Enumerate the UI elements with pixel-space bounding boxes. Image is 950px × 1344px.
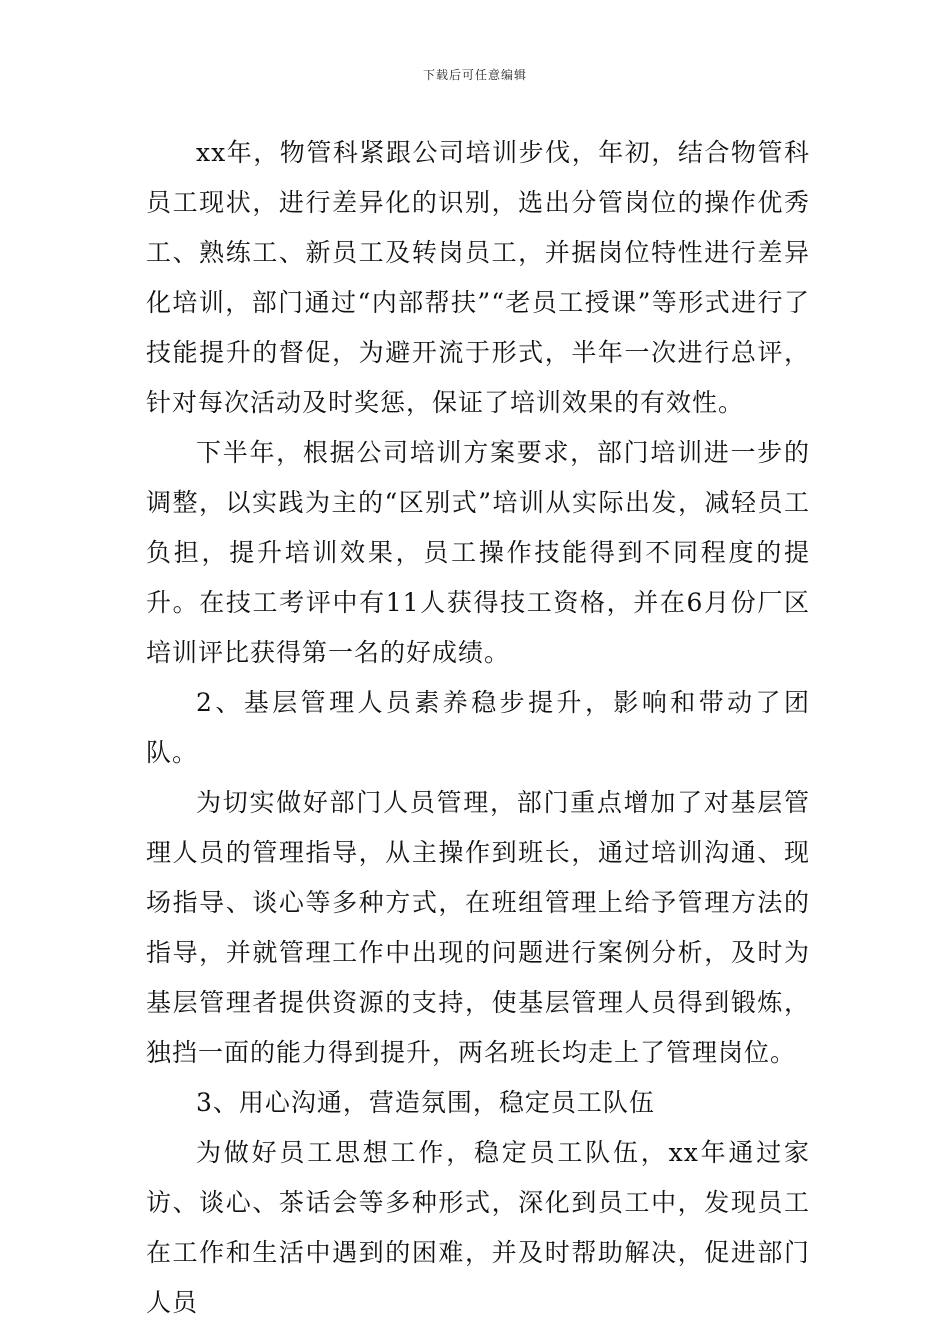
paragraph-training-second-half: 下半年，根据公司培训方案要求，部门培训进一步的调整，以实践为主的“区别式”培训从实际出发，减轻员工负担，提升培训效果，员工操作技能得到不同程度的提升。在技工考评中有11人获得技工资格，并在6月份厂区培训评比获得第一名的好成绩。	[146, 438, 810, 667]
document-body	[146, 128, 810, 1328]
section-heading-2: 2、基层管理人员素养稳步提升，影响和带动了团队。	[146, 688, 810, 767]
paragraph-management: 为切实做好部门人员管理，部门重点增加了对基层管理人员的管理指导，从主操作到班长，通过培训沟通、现场指导、谈心等多种方式，在班组管理上给予管理方法的指导，并就管理工作中出现的问题进行案例分析，及时为基层管理者提供资源的支持，使基层管理人员得到锻炼，独挡一面的能力得到提升，两名班长均走上了管理岗位。	[146, 788, 810, 1067]
section-heading-3: 3、用心沟通，营造氛围，稳定员工队伍	[196, 1088, 655, 1117]
paragraph-training-first-half: xx年，物管科紧跟公司培训步伐，年初，结合物管科员工现状，进行差异化的识别，选出分管岗位的操作优秀工、熟练工、新员工及转岗员工，并据岗位特性进行差异化培训，部门通过“内部帮扶”“老员工授课”等形式进行了技能提升的督促，为避开流于形式，半年一次进行总评，针对每次活动及时奖惩，保证了培训效果的有效性。	[146, 138, 810, 417]
paragraph-communication: 为做好员工思想工作，稳定员工队伍，xx年通过家访、谈心、茶话会等多种形式，深化到员工中，发现员工在工作和生活中遇到的困难，并及时帮助解决，促进部门人员	[146, 1138, 810, 1317]
page-header: 下载后可任意编辑	[422, 68, 527, 82]
